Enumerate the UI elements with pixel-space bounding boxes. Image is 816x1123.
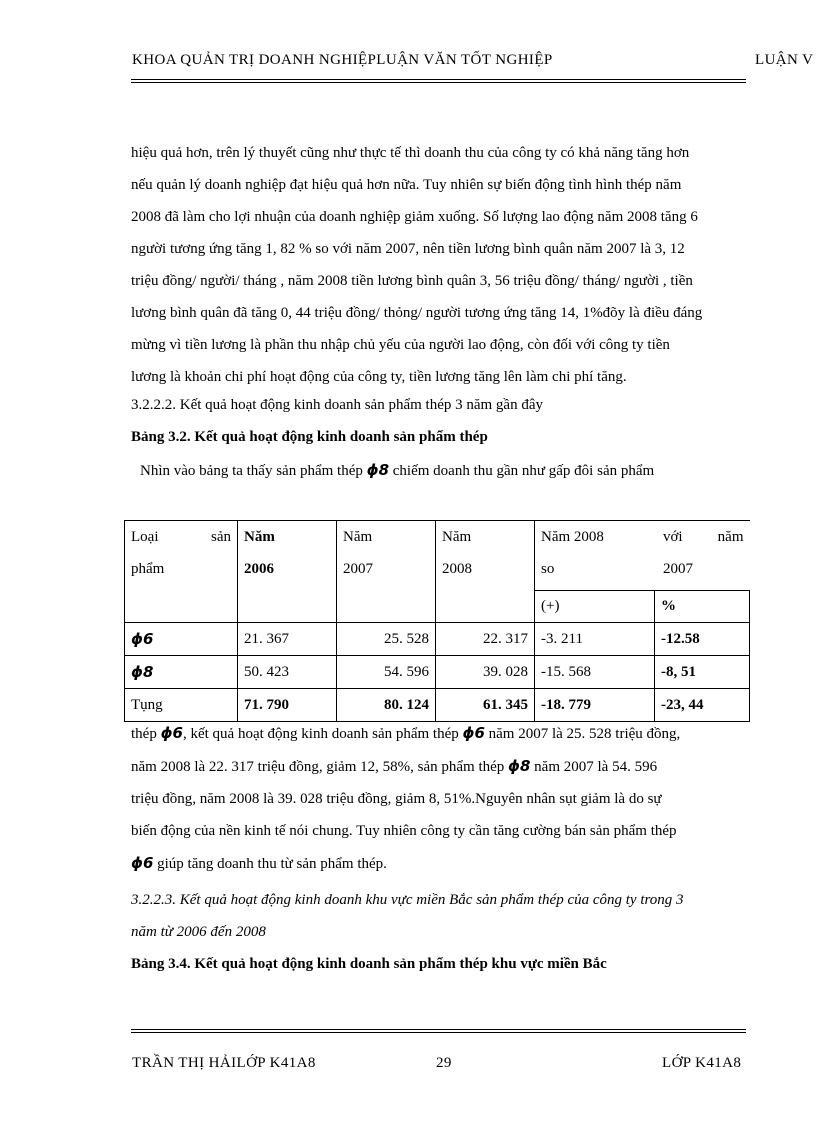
analysis-paragraph <box>131 717 747 880</box>
row-product: Tụng <box>125 689 238 722</box>
row-2008: 39. 028 <box>436 656 535 689</box>
table-row <box>125 623 750 656</box>
intro-paragraph <box>131 137 747 393</box>
lead-in-text: Nhìn vào bảng ta thấy sản phẩm thép <box>140 463 363 479</box>
row-diff: -15. 568 <box>535 656 655 689</box>
steel-symbol: ϕ6 <box>462 724 485 742</box>
row-2008: 61. 345 <box>436 689 535 722</box>
row-2006: 50. 423 <box>238 656 337 689</box>
intro-line: triệu đồng/ người/ tháng , năm 2008 tiền lương bình quân 3, 56 triệu đồng/ tháng/ người , tiền <box>131 273 693 289</box>
steel-results-table <box>124 520 750 722</box>
row-product: ϕ8 <box>125 656 238 689</box>
header-rule-top <box>131 79 746 80</box>
analysis-line: thép ϕ6, kết quả hoạt động kinh doanh sản phẩm thép ϕ6 năm 2007 là 25. 528 triệu đồng, <box>131 724 681 742</box>
header-2008: Năm 2008 <box>436 521 535 623</box>
footer-author: TRẦN THỊ HẢILỚP K41A8 <box>132 1055 316 1071</box>
row-pct: -8, 51 <box>655 656 750 689</box>
page-number: 29 <box>436 1055 452 1071</box>
analysis-line: năm 2008 là 22. 317 triệu đồng, giảm 12, 58%, sản phẩm thép ϕ8 năm 2007 là 54. 596 <box>131 757 658 775</box>
lead-in-text: chiếm doanh thu gần như gấp đôi sản phẩm <box>392 463 655 479</box>
row-2007: 80. 124 <box>337 689 436 722</box>
steel-symbol: ϕ8 <box>508 757 531 775</box>
header-rule-bottom <box>131 82 746 83</box>
footer-rule-bottom <box>131 1032 746 1033</box>
section-heading-3223-cont: năm từ 2006 đến 2008 <box>131 924 266 940</box>
header-right: LUẬN V <box>755 52 814 68</box>
header-product: Loại sản phẩm <box>125 521 238 623</box>
header-pct: % <box>655 591 750 623</box>
steel-symbol: ϕ6 <box>131 854 154 872</box>
row-pct: -23, 44 <box>655 689 750 722</box>
steel-symbol: ϕ6 <box>160 724 183 742</box>
intro-line: 2008 đã làm cho lợi nhuận của doanh nghiệp giảm xuống. Số lượng lao động năm 2008 tăng 6 <box>131 209 698 225</box>
footer-class: LỚP K41A8 <box>662 1055 742 1071</box>
intro-line: lương bình quân đã tăng 0, 44 triệu đồng/ thỏng/ người tương ứng tăng 14, 1%đõy là điều đáng <box>131 305 703 321</box>
table-header-row <box>125 521 750 591</box>
intro-line: mừng vì tiền lương là phần thu nhập chủ yếu của người lao động, còn đối với công ty tiền <box>131 337 670 353</box>
table-title-3-4: Bảng 3.4. Kết quả hoạt động kinh doanh sản phẩm thép khu vực miền Bắc <box>131 956 607 972</box>
header-2006: Năm 2006 <box>238 521 337 623</box>
header-compare: Năm 2008 với năm so 2007 <box>535 521 750 591</box>
row-2008: 22. 317 <box>436 623 535 656</box>
intro-line: lương là khoản chi phí hoạt động của công ty, tiền lương tăng lên làm chi phí tăng. <box>131 369 627 385</box>
header-2007: Năm 2007 <box>337 521 436 623</box>
analysis-line: ϕ6 giúp tăng doanh thu từ sản phẩm thép. <box>131 854 387 872</box>
header-title: KHOA QUẢN TRỊ DOANH NGHIỆPLUẬN VĂN TỐT NGHIỆP <box>132 52 553 68</box>
row-pct: -12.58 <box>655 623 750 656</box>
section-heading-3222: 3.2.2.2. Kết quả hoạt động kinh doanh sản phẩm thép 3 năm gần đây <box>131 397 544 413</box>
row-diff: -3. 211 <box>535 623 655 656</box>
row-2006: 71. 790 <box>238 689 337 722</box>
row-diff: -18. 779 <box>535 689 655 722</box>
table-title-3-2: Bảng 3.2. Kết quả hoạt động kinh doanh sản phẩm thép <box>131 429 488 445</box>
steel-symbol: ϕ8 <box>366 461 390 479</box>
header-diff: (+) <box>535 591 655 623</box>
intro-line: người tương ứng tăng 1, 82 % so với năm 2007, nên tiền lương bình quân năm 2007 là 3, 12 <box>131 241 685 257</box>
analysis-line: triệu đồng, năm 2008 là 39. 028 triệu đồng, giảm 8, 51%.Nguyên nhân sụt giảm là do sự <box>131 791 662 807</box>
row-2007: 25. 528 <box>337 623 436 656</box>
intro-line: hiệu quả hơn, trên lý thuyết cũng như thực tế thì doanh thu của công ty có khả năng tăng hơn <box>131 145 690 161</box>
row-2006: 21. 367 <box>238 623 337 656</box>
footer-rule-top <box>131 1029 746 1030</box>
lead-in-sentence <box>140 461 654 480</box>
analysis-line: biến động của nền kinh tế nói chung. Tuy nhiên công ty cần tăng cường bán sản phẩm thép <box>131 823 677 839</box>
row-product: ϕ6 <box>125 623 238 656</box>
table-row <box>125 656 750 689</box>
row-2007: 54. 596 <box>337 656 436 689</box>
intro-line: nếu quản lý doanh nghiệp đạt hiệu quả hơn nữa. Tuy nhiên sự biến động tình hình thép năm <box>131 177 682 193</box>
section-heading-3223: 3.2.2.3. Kết quả hoạt động kinh doanh khu vực miền Bắc sản phẩm thép của công ty trong 3 <box>131 892 684 908</box>
